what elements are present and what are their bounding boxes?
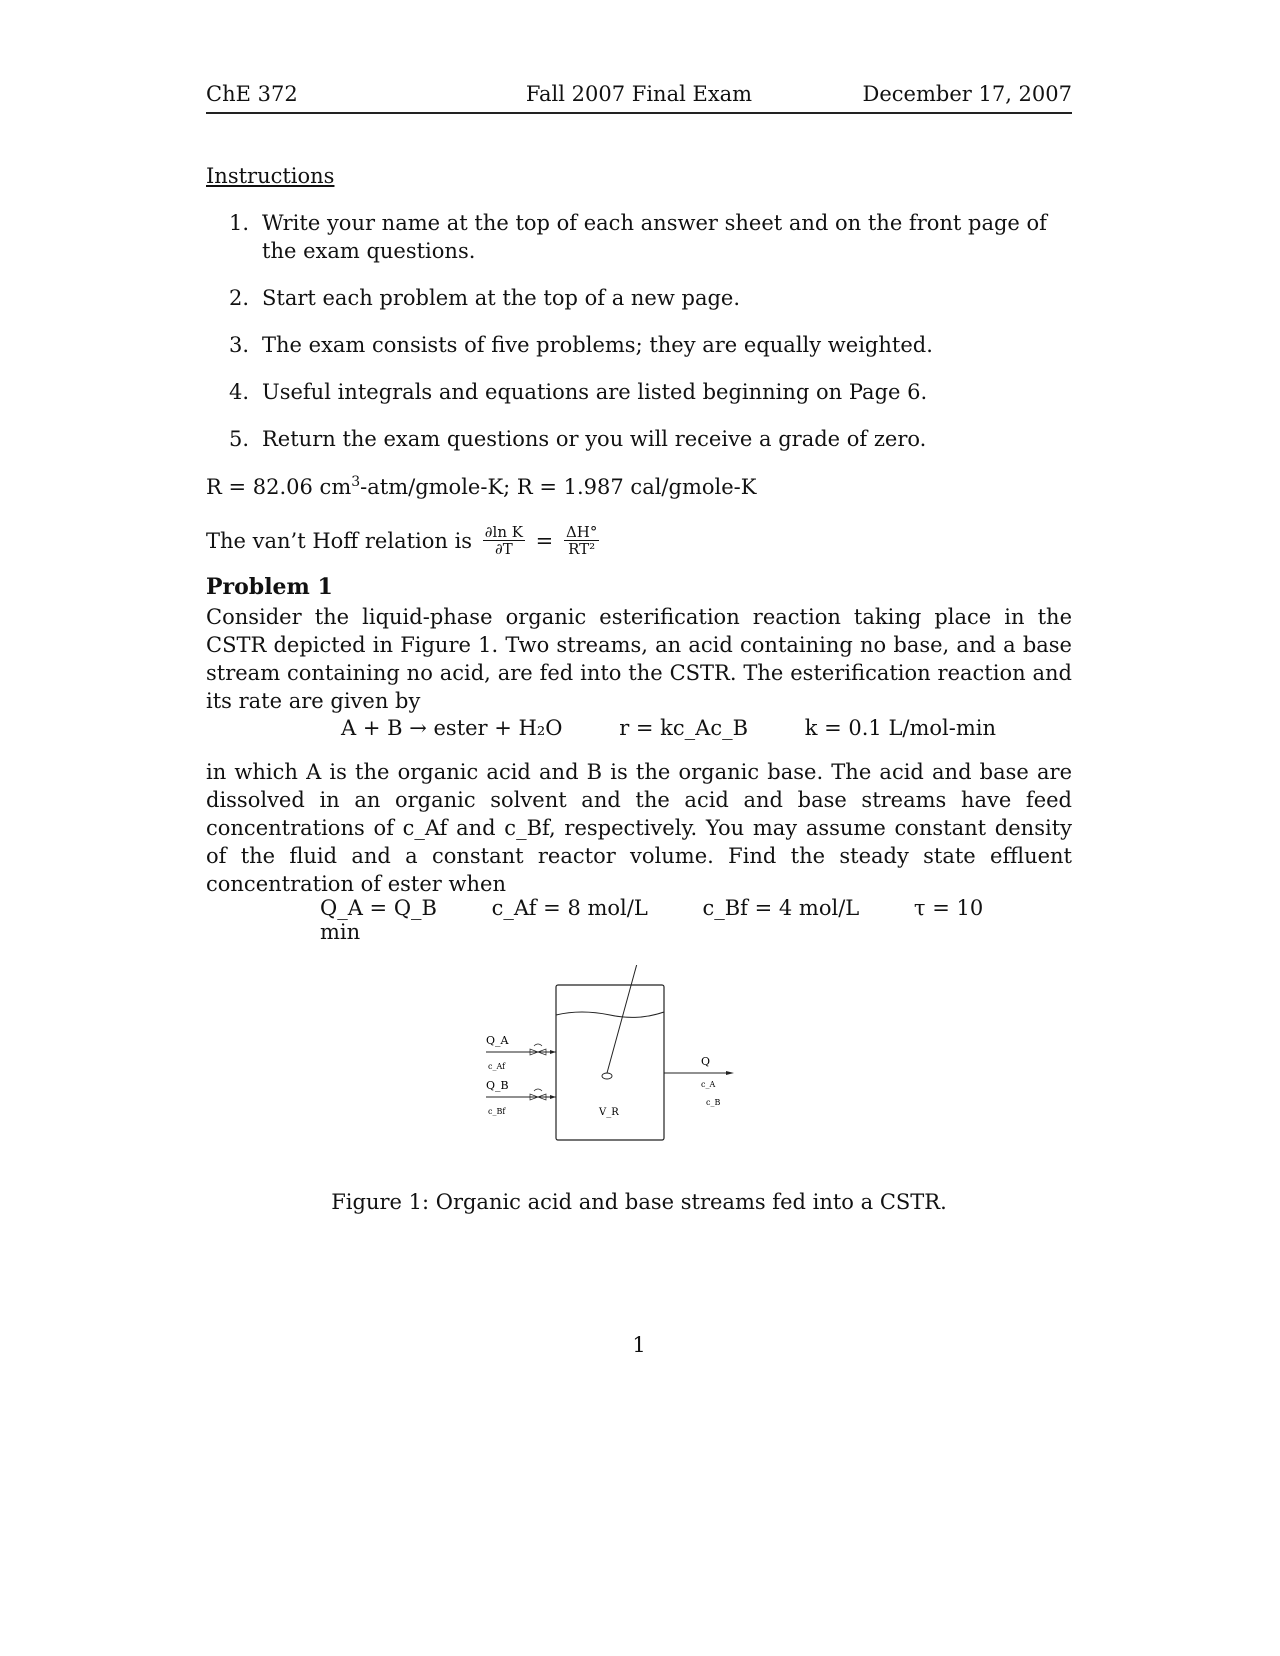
figure-caption: Figure 1: Organic acid and base streams fed into a CSTR. bbox=[331, 1190, 947, 1214]
param: c_Bf = 4 mol/L bbox=[702, 896, 860, 920]
reaction: A + B → ester + H₂O bbox=[341, 716, 563, 740]
instruction-item: 1. Write your name at the top of each answer sheet and on the front page of the exam questions. bbox=[229, 211, 1047, 263]
problem-title: Problem 1 bbox=[206, 574, 333, 600]
label-cbf: c_Bf bbox=[488, 1107, 506, 1116]
lhs-fraction: $\frac{\text{∂ln K}}{\partial T}$ bbox=[484, 523, 523, 558]
page-number: 1 bbox=[632, 1333, 646, 1357]
rate-law: r = kc_Ac_B bbox=[619, 716, 749, 740]
instruction-item: 4. Useful integrals and equations are listed beginning on Page 6. bbox=[229, 380, 928, 404]
instructions-list bbox=[229, 209, 1072, 472]
course-code: ChE 372 bbox=[206, 82, 298, 106]
param: Q_A = Q_B bbox=[320, 896, 437, 920]
parameter-line bbox=[320, 896, 1072, 944]
problem-statement: Consider the liquid-phase organic esterification reaction taking place in the CSTR depicted in Figure 1. Two streams, an acid containing no base, and a base stream containing no acid, are fed into the CSTR. The esterification reaction and its rate are given by bbox=[206, 605, 1072, 713]
liquid-surface bbox=[556, 1012, 664, 1017]
param: τ = 10 min bbox=[320, 896, 984, 944]
exam-title: Fall 2007 Final Exam bbox=[525, 82, 753, 106]
param: c_Af = 8 mol/L bbox=[491, 896, 648, 920]
problem-statement-continued: in which A is the organic acid and B is the organic base. The acid and base are dissolved in an organic solvent and the acid and base streams have feed concentrations of c_Af and c_Bf, respectively. You may assume constant density of the fluid and a constant reactor volume. Find the steady state effluent concentration of ester when bbox=[206, 760, 1072, 896]
vant-hoff-relation: The van’t Hoff relation is $\frac{\text{∂ln K}}{\partial T}$ = $\frac{\Delta H^\circ}{\text{RT²}}$ bbox=[206, 523, 598, 558]
label-q: Q bbox=[701, 1055, 711, 1068]
rhs-fraction: $\frac{\Delta H^\circ}{\text{RT²}}$ bbox=[565, 523, 598, 558]
valve-b-icon bbox=[530, 1089, 546, 1100]
valve-a-icon bbox=[530, 1044, 546, 1055]
label-vr: V_R bbox=[599, 1107, 619, 1118]
instruction-item: 3. The exam consists of five problems; they are equally weighted. bbox=[229, 333, 933, 357]
label-ca: c_A bbox=[701, 1080, 716, 1089]
label-cb: c_B bbox=[706, 1098, 721, 1107]
instructions-heading: Instructions bbox=[206, 164, 335, 188]
rate-constant: k = 0.1 L/mol-min bbox=[804, 716, 997, 740]
agitator-impeller-icon bbox=[602, 1073, 612, 1079]
cstr-diagram bbox=[486, 965, 786, 1175]
label-caf: c_Af bbox=[488, 1062, 506, 1071]
exam-date: December 17, 2007 bbox=[862, 82, 1072, 106]
instruction-item: 2. Start each problem at the top of a new page. bbox=[229, 286, 741, 310]
page-header bbox=[206, 82, 1072, 114]
label-qa: Q_A bbox=[486, 1034, 509, 1047]
reaction-equation bbox=[341, 716, 1046, 740]
instruction-item: 5. Return the exam questions or you will receive a grade of zero. bbox=[229, 427, 927, 451]
gas-constants: R = 82.06 $cm^3-atm/gmole-K$; R = 1.987 cal/gmole-K bbox=[206, 474, 757, 499]
agitator-shaft bbox=[607, 965, 638, 1073]
label-qb: Q_B bbox=[486, 1079, 509, 1092]
